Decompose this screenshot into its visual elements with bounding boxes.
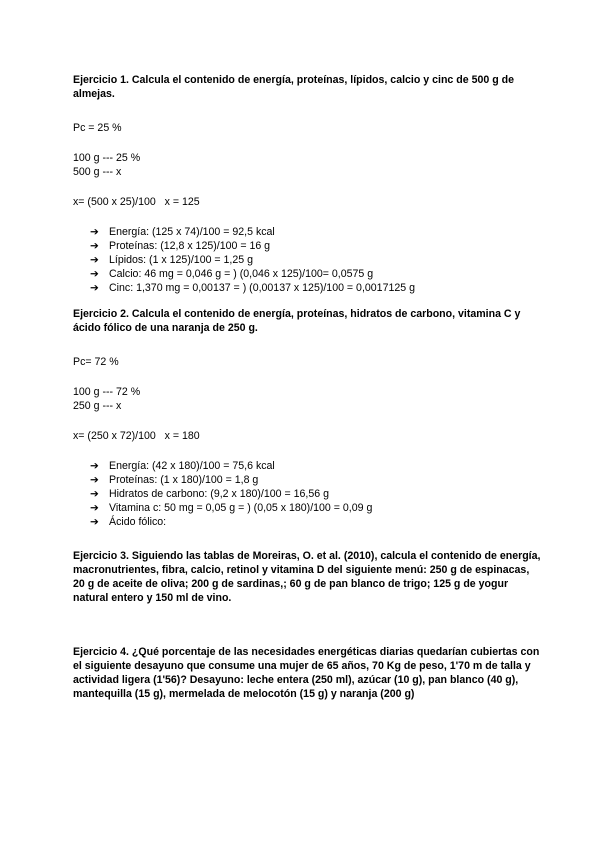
exercise-2-rule-line-1: 100 g --- 72 % xyxy=(73,386,141,398)
exercise-2-equation: x= (250 x 72)/100 x = 180 xyxy=(73,430,200,442)
arrow-right-icon: ➔ xyxy=(90,474,99,486)
list-item: ➔ Energía: (42 x 180)/100 = 75,6 kcal xyxy=(90,460,275,472)
exercise-2-results-list xyxy=(73,459,543,529)
exercise-2-rule-line-2: 250 g --- x xyxy=(73,400,122,412)
exercise-1-pc: Pc = 25 % xyxy=(73,122,122,134)
exercise-4-title: Ejercicio 4. ¿Qué porcentaje de las necesidades energéticas diarias quedarían cubiertas con el siguiente desayuno que consume una mujer de 65 años, 70 Kg de peso, 1'70 m de talla y actividad ligera (1'56)? Desayuno: leche entera (250 ml), azúcar (10 g), pan blanco (40 g), mantequilla (15 g), mermelada de melocotón (15 g) y naranja (200 g) xyxy=(73,646,540,700)
list-item: ➔ Energía: (125 x 74)/100 = 92,5 kcal xyxy=(90,226,275,238)
arrow-right-icon: ➔ xyxy=(90,282,99,294)
arrow-right-icon: ➔ xyxy=(90,240,99,252)
exercise-1-results-list xyxy=(73,225,543,295)
list-item: ➔ Calcio: 46 mg = 0,046 g = ) (0,046 x 125)/100= 0,0575 g xyxy=(90,268,374,280)
document-page xyxy=(73,73,543,701)
list-item: ➔ Proteínas: (1 x 180)/100 = 1,8 g xyxy=(90,474,259,486)
exercise-1-rule-line-2: 500 g --- x xyxy=(73,166,122,178)
exercise-2-pc: Pc= 72 % xyxy=(73,356,119,368)
list-item: ➔ Proteínas: (12,8 x 125)/100 = 16 g xyxy=(90,240,271,252)
list-item: ➔ Hidratos de carbono: (9,2 x 180)/100 = 16,56 g xyxy=(90,488,329,500)
arrow-right-icon: ➔ xyxy=(90,516,99,528)
exercise-2-title: Ejercicio 2. Calcula el contenido de energía, proteínas, hidratos de carbono, vitamina C y ácido fólico de una naranja de 250 g. xyxy=(73,308,521,334)
arrow-right-icon: ➔ xyxy=(90,460,99,472)
arrow-right-icon: ➔ xyxy=(90,488,99,500)
exercise-3-title: Ejercicio 3. Siguiendo las tablas de Moreiras, O. et al. (2010), calcula el contenido de energía, macronutrientes, fibra, calcio, retinol y vitamina D del siguiente menú: 250 g de espinacas, 20 g de aceite de oliva; 200 g de sardinas,; 60 g de pan blanco de trigo; 125 g de yogur natural entero y 150 ml de vino. xyxy=(73,550,541,604)
arrow-right-icon: ➔ xyxy=(90,502,99,514)
arrow-right-icon: ➔ xyxy=(90,254,99,266)
exercise-1-title: Ejercicio 1. Calcula el contenido de energía, proteínas, lípidos, calcio y cinc de 500 g de almejas. xyxy=(73,74,514,100)
arrow-right-icon: ➔ xyxy=(90,268,99,280)
exercise-1-equation: x= (500 x 25)/100 x = 125 xyxy=(73,196,200,208)
exercise-1-rule-line-1: 100 g --- 25 % xyxy=(73,152,141,164)
list-item: ➔ Lípidos: (1 x 125)/100 = 1,25 g xyxy=(90,254,253,266)
list-item: ➔ Cinc: 1,370 mg = 0,00137 = ) (0,00137 x 125)/100 = 0,0017125 g xyxy=(90,282,415,294)
list-item: ➔ Ácido fólico: xyxy=(90,516,167,528)
arrow-right-icon: ➔ xyxy=(90,226,99,238)
list-item: ➔ Vitamina c: 50 mg = 0,05 g = ) (0,05 x 180)/100 = 0,09 g xyxy=(90,502,373,514)
